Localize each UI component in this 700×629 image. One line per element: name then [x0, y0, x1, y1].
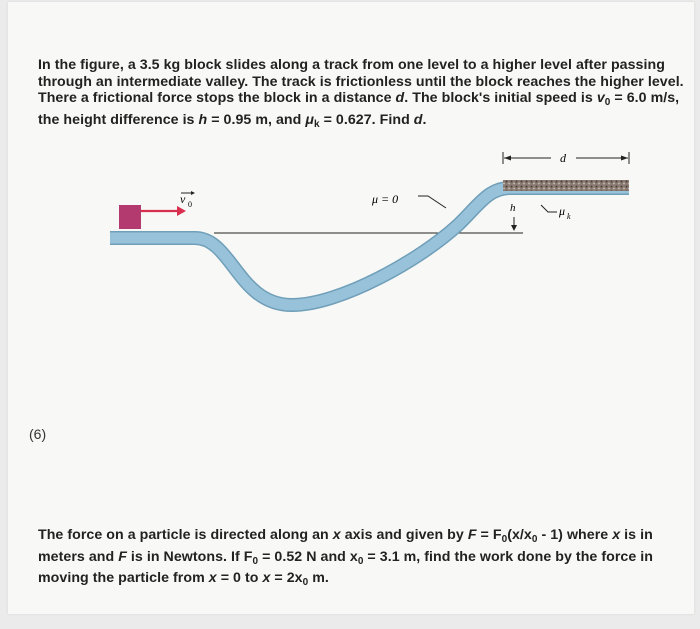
distance-dimension — [503, 151, 629, 165]
sliding-block — [119, 205, 141, 229]
problem-2-text — [38, 527, 688, 592]
problem-2-line-2: meters and F is in Newtons. If $F_0 = 0.52$ N and $x_0 = 3.1$ m, find the work done by the force in — [38, 548, 653, 567]
problem-1-line-2: through an intermediate valley. The track is frictionless until the block reaches the higher level. — [38, 73, 684, 90]
height-arrowhead — [511, 225, 517, 231]
svg-text:d: d — [560, 151, 566, 165]
svg-text:v: v — [180, 192, 186, 206]
rough-surface — [503, 180, 629, 191]
velocity-label — [180, 191, 195, 209]
frictionless-label: μ = 0 — [372, 192, 399, 206]
velocity-arrow — [141, 206, 186, 216]
problem-1-line-1: In the figure, a 3.5 kg block slides along a track from one level to a higher level after passing — [38, 57, 665, 73]
svg-text:0: 0 — [188, 200, 192, 209]
height-label: h — [510, 202, 516, 214]
problem-1-line-3: There a frictional force stops the block in a distance d. The block's initial speed is $v_0 = 6.0$ m/s, — [38, 90, 680, 109]
problem-2-line-3: moving the particle from x = 0 to $x = 2x_0$ m. — [38, 570, 329, 589]
frictionless-leader — [418, 196, 446, 208]
kinetic-friction-leader — [541, 205, 557, 212]
problem-2-line-1: The force on a particle is directed along an x axis and given by $F = F_0(x/x_0 - 1)$ where x is in — [38, 527, 653, 545]
problem-1-line-4: the height difference is h = 0.95 m, and $\mu_k = 0.627$. Find d. — [38, 111, 427, 130]
kinetic-friction-sub: k — [567, 212, 571, 221]
kinetic-friction-label: μ — [559, 204, 566, 218]
problem-number: (6) — [29, 426, 47, 442]
